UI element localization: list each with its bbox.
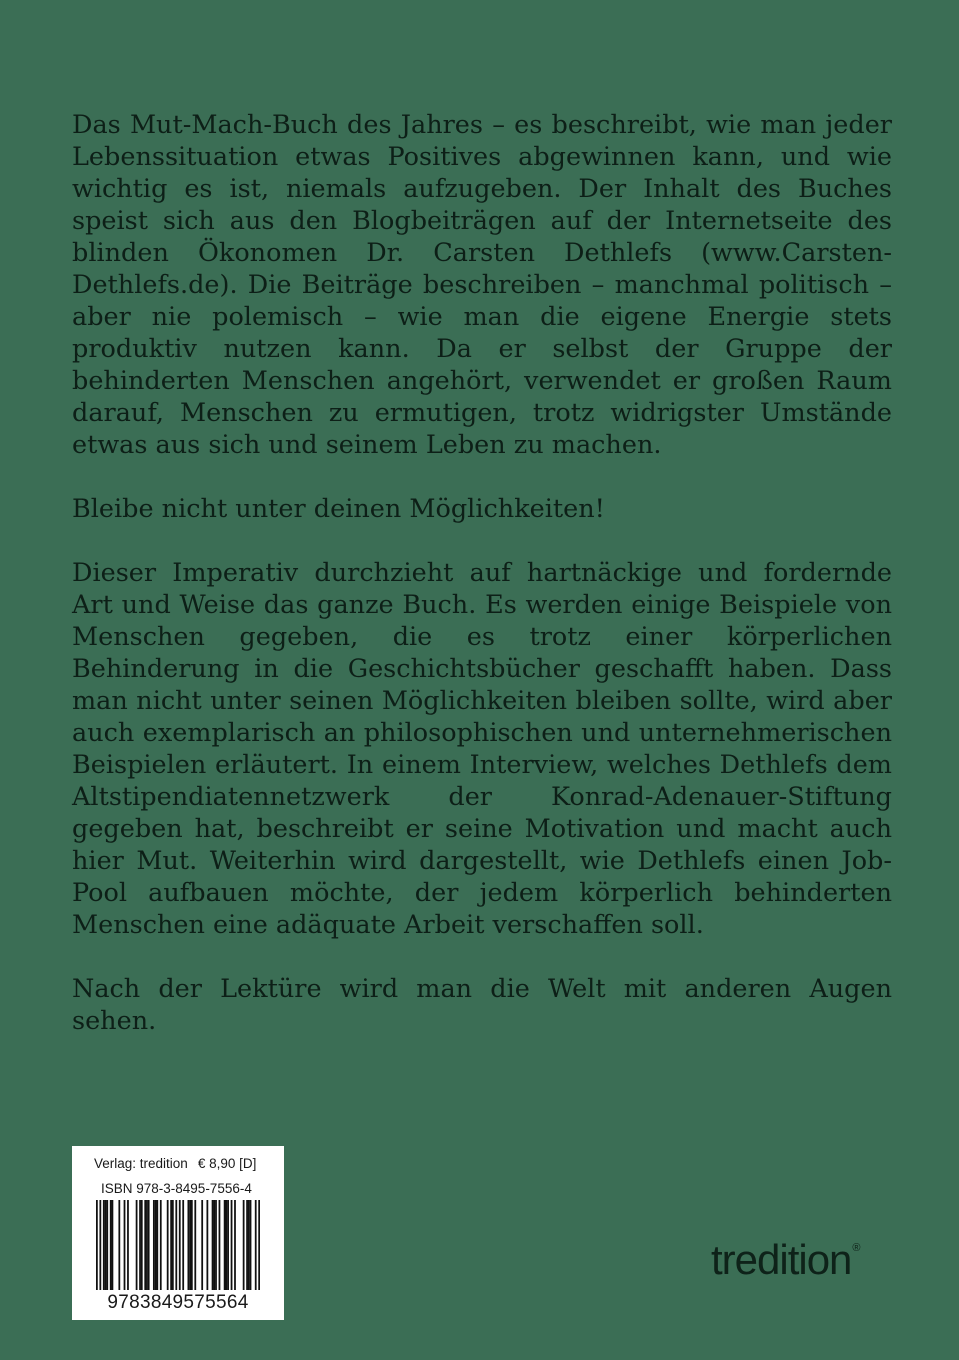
blurb-paragraph-details: Dieser Imperativ durchzieht auf hartnäckige und fordernde Art und Weise das ganze Buch. Es werden einige Beispiele von Menschen gegeben, die es trotz einer körperlichen Behinderung in die Geschichtsbücher geschafft haben. Dass man nicht unter seinen Möglichkeiten bleiben sollte, wird aber auch exemplarisch an philosophischen und unternehmerischen Beispielen erläutert. In einem Interview, welches Dethlefs dem Altstipendiatennetzwerk der Konrad-Adenauer-Stiftung gegeben hat, beschreibt er seine Motivation und macht auch hier Mut. Weiterhin wird dargestellt, wie Dethlefs einen Job-Pool aufbauen möchte, der jedem körperlich behinderten Menschen eine adäquate Arbeit verschaffen soll. xyxy=(72,558,892,940)
barcode-bar xyxy=(231,1200,233,1290)
barcode-bar xyxy=(139,1200,141,1290)
blurb-paragraph-motto: Bleibe nicht unter deinen Möglichkeiten! xyxy=(72,494,605,524)
barcode-bar xyxy=(246,1200,248,1290)
barcode-bar xyxy=(170,1200,172,1290)
barcode-bar xyxy=(160,1200,162,1290)
back-cover-blurb xyxy=(72,109,892,1069)
barcode-bar xyxy=(215,1200,217,1290)
barcode-bar xyxy=(258,1200,260,1290)
barcode-bar xyxy=(167,1200,169,1290)
barcode-bar xyxy=(182,1200,184,1290)
blurb-paragraph-closing: Nach der Lektüre wird man die Welt mit anderen Augen sehen. xyxy=(72,974,892,1036)
barcode-bar xyxy=(156,1200,158,1290)
barcode-bar xyxy=(213,1200,215,1290)
isbn-barcode-box xyxy=(72,1146,284,1320)
barcode-bar xyxy=(153,1200,155,1290)
barcode-bar xyxy=(155,1200,157,1290)
barcode-bar xyxy=(189,1200,191,1290)
barcode-bar xyxy=(136,1200,138,1290)
barcode-bar xyxy=(175,1200,177,1290)
barcode-bars xyxy=(96,1200,260,1290)
barcode-bar xyxy=(118,1200,120,1290)
barcode-bar xyxy=(103,1200,105,1290)
barcode-bar xyxy=(212,1200,214,1290)
barcode-bar xyxy=(234,1200,236,1290)
blurb-paragraph-intro: Das Mut-Mach-Buch des Jahres – es beschreibt, wie man jeder Lebenssituation etwas Positives abgewinnen kann, und wie wichtig es ist, niemals aufzugeben. Der Inhalt des Buches speist sich aus den Blogbeiträgen auf der Internetseite des blinden Ökonomen Dr. Carsten Dethlefs (www.Carsten-Dethlefs.de). Die Beiträge beschreiben – manchmal politisch – aber nie polemisch – wie man die eigene Energie stets produktiv nutzen kann. Da er selbst der Gruppe der behinderten Menschen angehört, verwendet er großen Raum darauf, Menschen zu ermutigen, trotz widrigster Umstände etwas aus sich und seinem Leben zu machen. xyxy=(72,110,892,460)
barcode-bar xyxy=(105,1200,107,1290)
registered-mark: ® xyxy=(852,1242,861,1254)
barcode-bar xyxy=(148,1200,150,1290)
barcode-bar xyxy=(248,1200,250,1290)
barcode-bar xyxy=(106,1200,108,1290)
barcode-bar xyxy=(124,1200,126,1290)
barcode-bar xyxy=(201,1200,203,1290)
barcode-bar xyxy=(112,1200,114,1290)
publisher-price-line xyxy=(94,1156,256,1171)
barcode-bar xyxy=(144,1200,146,1290)
publisher-label: Verlag: tredition xyxy=(94,1156,188,1171)
tredition-logo xyxy=(711,1236,860,1284)
barcode-bar xyxy=(172,1200,174,1290)
barcode-bar xyxy=(99,1200,101,1290)
barcode-bar xyxy=(146,1200,148,1290)
barcode-bar xyxy=(194,1200,196,1290)
barcode-bar xyxy=(250,1200,252,1290)
barcode-bar xyxy=(110,1200,112,1290)
barcode-bar xyxy=(191,1200,193,1290)
barcode-number: 9783849575564 xyxy=(107,1292,249,1313)
barcode-bar xyxy=(179,1200,181,1290)
barcode-bar xyxy=(225,1200,227,1290)
price-label: € 8,90 [D] xyxy=(197,1156,257,1171)
barcode-bar xyxy=(227,1200,229,1290)
barcode-bar xyxy=(127,1200,129,1290)
barcode-bar xyxy=(224,1200,226,1290)
barcode-bar xyxy=(206,1200,208,1290)
barcode-bar xyxy=(219,1200,221,1290)
barcode-bar xyxy=(141,1200,143,1290)
isbn-label: ISBN 978-3-8495-7556-4 xyxy=(101,1181,252,1196)
barcode-bar xyxy=(255,1200,257,1290)
logo-wordmark: tredition xyxy=(711,1236,852,1283)
barcode-bar xyxy=(96,1200,98,1290)
barcode-bar xyxy=(243,1200,245,1290)
barcode-bar xyxy=(187,1200,189,1290)
